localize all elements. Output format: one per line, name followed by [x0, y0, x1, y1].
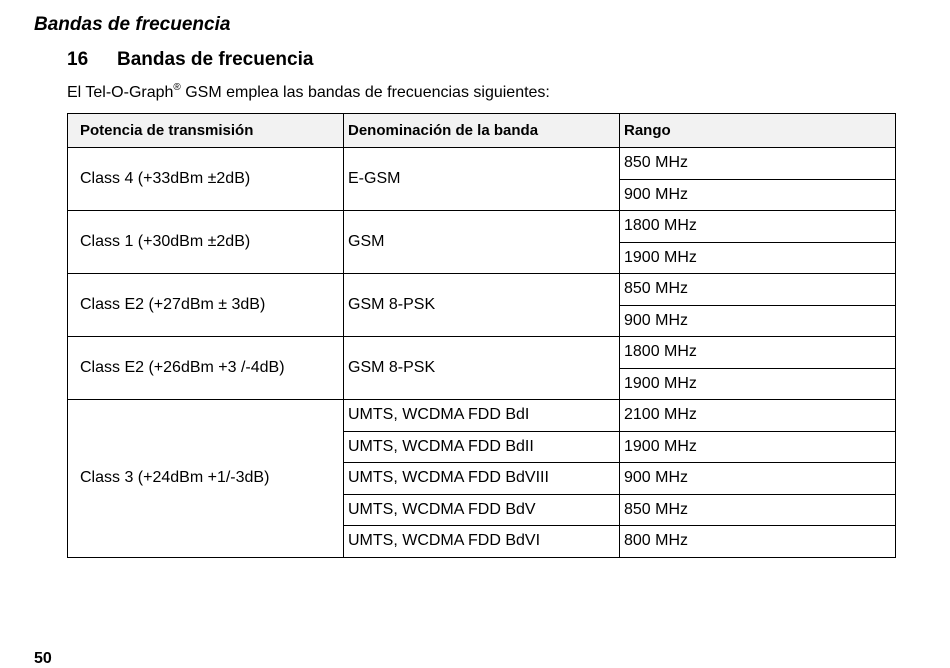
power-cell: Class E2 (+27dBm ± 3dB) — [68, 274, 344, 337]
power-cell: Class 3 (+24dBm +1/-3dB) — [68, 400, 344, 558]
band-cell: E-GSM — [344, 148, 620, 211]
intro-paragraph — [67, 82, 550, 102]
power-cell: Class 4 (+33dBm ±2dB) — [68, 148, 344, 211]
table-row — [68, 211, 896, 243]
power-cell: Class 1 (+30dBm ±2dB) — [68, 211, 344, 274]
power-cell: Class E2 (+26dBm +3 /-4dB) — [68, 337, 344, 400]
header-band: Denominación de la banda — [344, 114, 620, 148]
frequency-bands-table — [67, 113, 896, 558]
range-cell: 900 MHz — [620, 179, 896, 211]
table-row — [68, 337, 896, 369]
range-cell: 1900 MHz — [620, 368, 896, 400]
band-cell: UMTS, WCDMA FDD BdVI — [344, 526, 620, 558]
range-cell: 900 MHz — [620, 463, 896, 495]
header-power: Potencia de transmisión — [68, 114, 344, 148]
section-heading — [67, 49, 313, 71]
range-cell: 1800 MHz — [620, 211, 896, 243]
range-cell: 900 MHz — [620, 305, 896, 337]
band-cell: UMTS, WCDMA FDD BdII — [344, 431, 620, 463]
range-cell: 2100 MHz — [620, 400, 896, 432]
band-cell: GSM 8-PSK — [344, 337, 620, 400]
intro-text-start: El Tel-O-Graph — [67, 84, 174, 101]
section-title: Bandas de frecuencia — [117, 49, 314, 70]
intro-text-end: GSM emplea las bandas de frecuencias siguientes: — [180, 84, 550, 101]
band-cell: UMTS, WCDMA FDD BdI — [344, 400, 620, 432]
range-cell: 1900 MHz — [620, 242, 896, 274]
header-range: Rango — [620, 114, 896, 148]
range-cell: 850 MHz — [620, 148, 896, 180]
range-cell: 1800 MHz — [620, 337, 896, 369]
band-cell: UMTS, WCDMA FDD BdV — [344, 494, 620, 526]
registered-mark: ® — [173, 82, 181, 93]
range-cell: 850 MHz — [620, 274, 896, 306]
running-header: Bandas de frecuencia — [34, 14, 231, 35]
range-cell: 800 MHz — [620, 526, 896, 558]
section-number: 16 — [67, 49, 89, 70]
table-row — [68, 274, 896, 306]
table-row — [68, 400, 896, 432]
band-cell: UMTS, WCDMA FDD BdVIII — [344, 463, 620, 495]
table-row — [68, 148, 896, 180]
range-cell: 1900 MHz — [620, 431, 896, 463]
range-cell: 850 MHz — [620, 494, 896, 526]
page-number: 50 — [34, 650, 52, 667]
table-header-row — [68, 114, 896, 148]
band-cell: GSM 8-PSK — [344, 274, 620, 337]
band-cell: GSM — [344, 211, 620, 274]
